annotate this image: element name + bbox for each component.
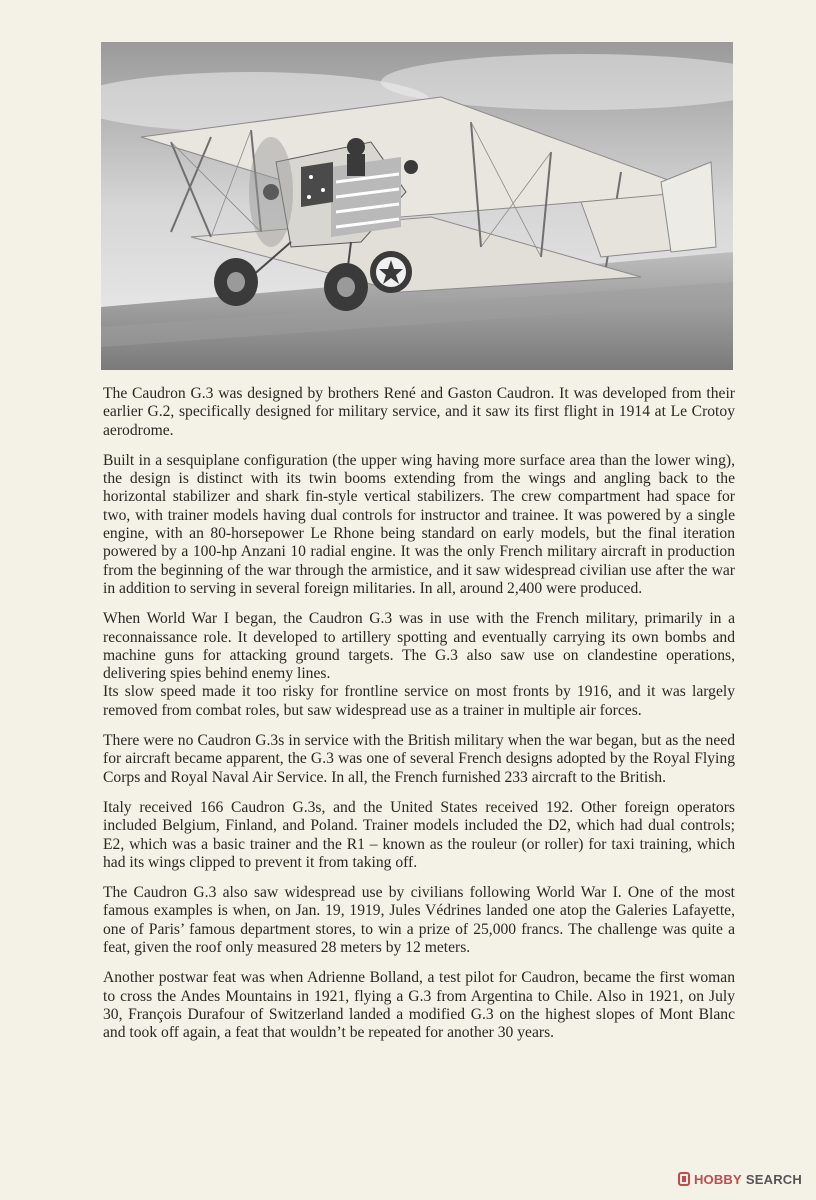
- hobbysearch-watermark: [678, 1170, 802, 1188]
- paragraph-british-service: There were no Caudron G.3s in service with the British military when the war began, but as the need for aircraft became apparent, the G.3 was one of several French designs adopted by the Royal Flying Corps and Royal Naval Air Service. In all, the French furnished 233 aircraft to the British.: [103, 732, 735, 786]
- aircraft-photo: [101, 42, 733, 370]
- paragraph-configuration: Built in a sesquiplane configuration (the upper wing having more surface area than the lower wing), the design is distinct with its twin booms extending from the wings and angling back to the horizontal stabilizer and shark fin-style vertical stabilizers. The crew compartment had space for two, with trainer models having dual controls for instructor and trainee. It was powered by a single engine, with an 80-horsepower Le Rhone being standard on early models, but the final iteration powered by a 100-hp Anzani 10 radial engine. It was the only French military aircraft in production from the beginning of the war through the armistice, and it saw widespread civilian use after the war in addition to serving in several foreign militaries. In all, around 2,400 were produced.: [103, 451, 735, 597]
- paragraph-wwi-role: When World War I began, the Caudron G.3 was in use with the French military, primarily in a reconnaissance role. It developed to artillery spotting and eventually carrying its own bombs and machine guns for attacking ground targets. The G.3 also saw use on clandestine operations, delivering spies behind enemy lines.: [103, 610, 735, 683]
- paragraph-origins: The Caudron G.3 was designed by brothers René and Gaston Caudron. It was developed from their earlier G.2, specifically designed for military service, and it saw its first flight in 1914 at Le Crotoy aerodrome.: [103, 385, 735, 439]
- paragraph-civilian-use: The Caudron G.3 also saw widespread use by civilians following World War I. One of the most famous examples is when, on Jan. 19, 1919, Jules Védrines landed one atop the Galeries Lafayette, one of Paris’ famous department stores, to win a prize of 25,000 francs. The challenge was quite a feat, given the roof only measured 28 meters by 12 meters.: [103, 884, 735, 957]
- paragraph-foreign-operators: Italy received 166 Caudron G.3s, and the United States received 192. Other foreign operators included Belgium, Finland, and Poland. Trainer models included the D2, which had dual controls; E2, which was a basic trainer and the R1 – known as the rouleur (or roller) for taxi training, which had its wings clipped to prevent it from taking off.: [103, 798, 735, 871]
- watermark-brand-a: HOBBY: [693, 1171, 742, 1187]
- watermark-brand-b: SEARCH: [745, 1171, 802, 1187]
- caudron-g3-image: [101, 42, 733, 370]
- article-body: [103, 385, 735, 1055]
- paragraph-trainer-role: Its slow speed made it too risky for frontline service on most fronts by 1916, and it was largely removed from combat roles, but saw widespread use as a trainer in multiple air forces.: [103, 683, 735, 719]
- paragraph-postwar-feats: Another postwar feat was when Adrienne Bolland, a test pilot for Caudron, became the first woman to cross the Andes Mountains in 1921, flying a G.3 from Argentina to Chile. Also in 1921, on July 30, François Durafour of Switzerland landed a modified G.3 on the highest slopes of Mont Blanc and took off again, a feat that wouldn’t be repeated for another 30 years.: [103, 969, 735, 1042]
- hobbysearch-logo-icon: [678, 1172, 690, 1186]
